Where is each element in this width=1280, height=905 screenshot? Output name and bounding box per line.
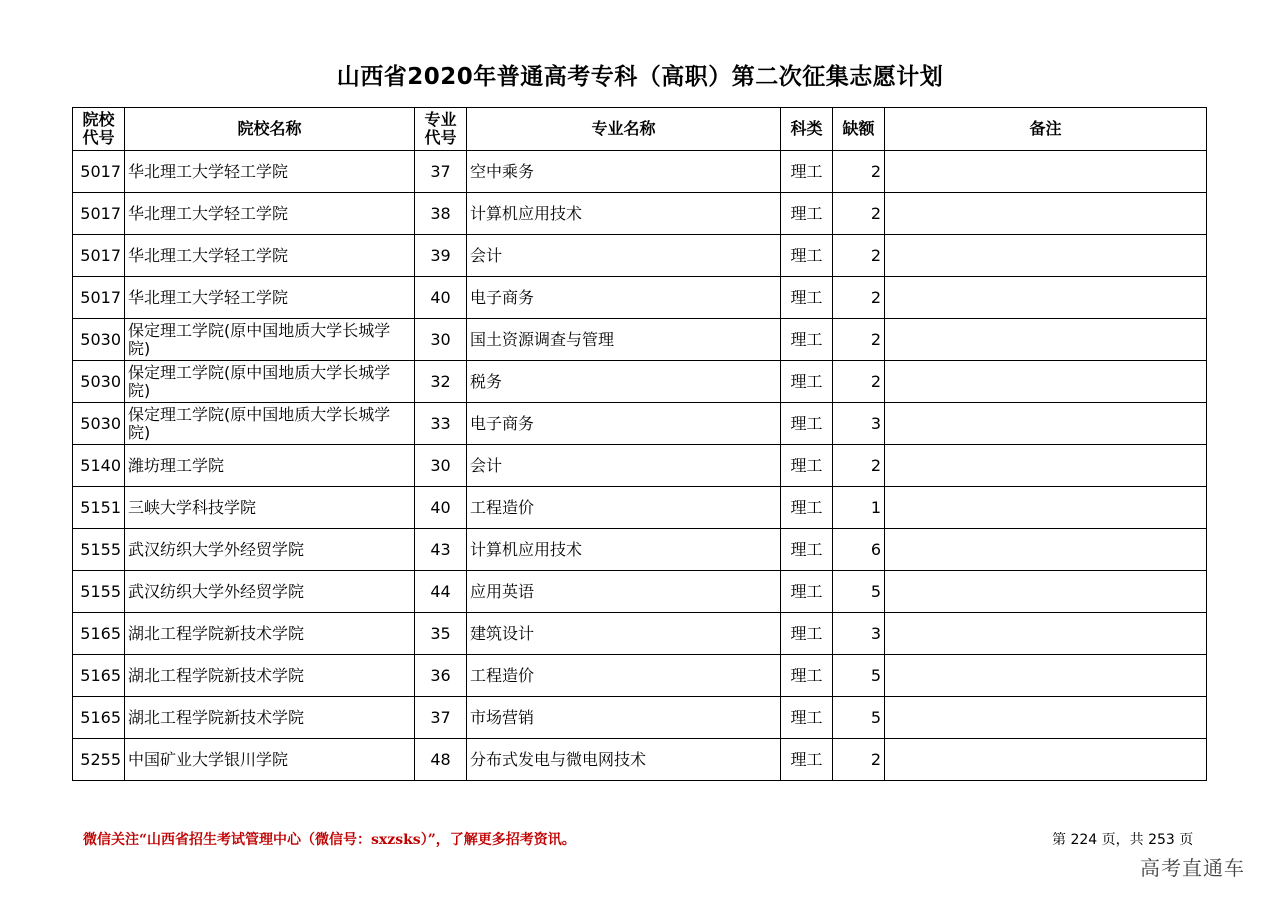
major-name-cell: 计算机应用技术 — [467, 193, 781, 235]
table-row — [73, 445, 1207, 487]
school-code-cell: 5017 — [73, 151, 125, 193]
school-name-cell: 湖北工程学院新技术学院 — [125, 697, 415, 739]
category-cell: 理工 — [781, 235, 833, 277]
note-cell — [885, 361, 1207, 403]
header-school-code: 院校代号 — [73, 108, 125, 151]
school-name-cell: 潍坊理工学院 — [125, 445, 415, 487]
school-name-cell: 华北理工大学轻工学院 — [125, 193, 415, 235]
note-cell — [885, 403, 1207, 445]
school-code-cell: 5017 — [73, 277, 125, 319]
table-row — [73, 235, 1207, 277]
major-code-cell: 38 — [415, 193, 467, 235]
quota-cell: 3 — [833, 613, 885, 655]
category-cell: 理工 — [781, 613, 833, 655]
category-cell: 理工 — [781, 277, 833, 319]
school-code-cell: 5155 — [73, 571, 125, 613]
school-code-cell: 5165 — [73, 697, 125, 739]
major-code-cell: 37 — [415, 151, 467, 193]
school-name-cell: 华北理工大学轻工学院 — [125, 151, 415, 193]
note-cell — [885, 151, 1207, 193]
major-name-cell: 分布式发电与微电网技术 — [467, 739, 781, 781]
category-cell: 理工 — [781, 571, 833, 613]
table-row — [73, 571, 1207, 613]
header-major-code: 专业代号 — [415, 108, 467, 151]
major-name-cell: 应用英语 — [467, 571, 781, 613]
major-code-cell: 33 — [415, 403, 467, 445]
table-row — [73, 697, 1207, 739]
quota-cell: 2 — [833, 319, 885, 361]
category-cell: 理工 — [781, 445, 833, 487]
major-name-cell: 工程造价 — [467, 487, 781, 529]
major-name-cell: 税务 — [467, 361, 781, 403]
table-row — [73, 613, 1207, 655]
school-name-cell: 华北理工大学轻工学院 — [125, 235, 415, 277]
school-name-cell: 武汉纺织大学外经贸学院 — [125, 529, 415, 571]
table-header-row — [73, 108, 1207, 151]
school-name-cell: 武汉纺织大学外经贸学院 — [125, 571, 415, 613]
major-code-cell: 37 — [415, 697, 467, 739]
note-cell — [885, 319, 1207, 361]
school-name-cell: 湖北工程学院新技术学院 — [125, 613, 415, 655]
school-name-cell: 湖北工程学院新技术学院 — [125, 655, 415, 697]
note-cell — [885, 445, 1207, 487]
table-row — [73, 319, 1207, 361]
school-name-cell: 中国矿业大学银川学院 — [125, 739, 415, 781]
quota-cell: 5 — [833, 655, 885, 697]
category-cell: 理工 — [781, 655, 833, 697]
major-code-cell: 44 — [415, 571, 467, 613]
table-row — [73, 277, 1207, 319]
school-code-cell: 5255 — [73, 739, 125, 781]
category-cell: 理工 — [781, 697, 833, 739]
table-row — [73, 529, 1207, 571]
note-cell — [885, 613, 1207, 655]
header-major-name: 专业名称 — [467, 108, 781, 151]
page-number: 第 224 页，共 253 页 — [1052, 832, 1194, 848]
major-name-cell: 计算机应用技术 — [467, 529, 781, 571]
quota-cell: 6 — [833, 529, 885, 571]
category-cell: 理工 — [781, 403, 833, 445]
note-cell — [885, 235, 1207, 277]
table-row — [73, 487, 1207, 529]
major-name-cell: 电子商务 — [467, 277, 781, 319]
header-quota: 缺额 — [833, 108, 885, 151]
page-title: 山西省2020年普通高考专科（高职）第二次征集志愿计划 — [336, 64, 944, 90]
note-cell — [885, 487, 1207, 529]
major-name-cell: 市场营销 — [467, 697, 781, 739]
school-name-cell: 保定理工学院(原中国地质大学长城学院) — [125, 403, 415, 445]
school-code-cell: 5017 — [73, 235, 125, 277]
school-code-cell: 5151 — [73, 487, 125, 529]
major-code-cell: 36 — [415, 655, 467, 697]
category-cell: 理工 — [781, 361, 833, 403]
quota-cell: 2 — [833, 445, 885, 487]
header-category: 科类 — [781, 108, 833, 151]
note-cell — [885, 697, 1207, 739]
quota-cell: 3 — [833, 403, 885, 445]
quota-cell: 5 — [833, 571, 885, 613]
category-cell: 理工 — [781, 529, 833, 571]
category-cell: 理工 — [781, 151, 833, 193]
school-code-cell: 5017 — [73, 193, 125, 235]
table-row — [73, 361, 1207, 403]
header-school-name: 院校名称 — [125, 108, 415, 151]
note-cell — [885, 739, 1207, 781]
category-cell: 理工 — [781, 739, 833, 781]
school-name-cell: 保定理工学院(原中国地质大学长城学院) — [125, 361, 415, 403]
note-cell — [885, 655, 1207, 697]
major-code-cell: 39 — [415, 235, 467, 277]
major-code-cell: 40 — [415, 487, 467, 529]
watermark: 高考直通车 — [1140, 856, 1245, 880]
category-cell: 理工 — [781, 193, 833, 235]
school-name-cell: 保定理工学院(原中国地质大学长城学院) — [125, 319, 415, 361]
major-name-cell: 空中乘务 — [467, 151, 781, 193]
major-code-cell: 30 — [415, 319, 467, 361]
note-cell — [885, 529, 1207, 571]
major-code-cell: 35 — [415, 613, 467, 655]
quota-cell: 1 — [833, 487, 885, 529]
school-name-cell: 三峡大学科技学院 — [125, 487, 415, 529]
quota-cell: 2 — [833, 739, 885, 781]
quota-cell: 2 — [833, 235, 885, 277]
note-cell — [885, 193, 1207, 235]
major-name-cell: 工程造价 — [467, 655, 781, 697]
school-code-cell: 5155 — [73, 529, 125, 571]
school-code-cell: 5140 — [73, 445, 125, 487]
category-cell: 理工 — [781, 319, 833, 361]
school-code-cell: 5165 — [73, 613, 125, 655]
table-row — [73, 403, 1207, 445]
category-cell: 理工 — [781, 487, 833, 529]
major-name-cell: 国土资源调查与管理 — [467, 319, 781, 361]
table-row — [73, 151, 1207, 193]
school-code-cell: 5030 — [73, 403, 125, 445]
note-cell — [885, 277, 1207, 319]
major-code-cell: 32 — [415, 361, 467, 403]
major-code-cell: 43 — [415, 529, 467, 571]
major-code-cell: 40 — [415, 277, 467, 319]
table-row — [73, 655, 1207, 697]
school-name-cell: 华北理工大学轻工学院 — [125, 277, 415, 319]
school-code-cell: 5030 — [73, 361, 125, 403]
table-row — [73, 193, 1207, 235]
major-code-cell: 48 — [415, 739, 467, 781]
quota-cell: 2 — [833, 151, 885, 193]
major-name-cell: 电子商务 — [467, 403, 781, 445]
major-code-cell: 30 — [415, 445, 467, 487]
quota-cell: 2 — [833, 361, 885, 403]
major-name-cell: 会计 — [467, 445, 781, 487]
note-cell — [885, 571, 1207, 613]
quota-cell: 2 — [833, 193, 885, 235]
major-name-cell: 会计 — [467, 235, 781, 277]
footer-wechat-note: 微信关注“山西省招生考试管理中心（微信号：sxzsks）”，了解更多招考资讯。 — [83, 832, 576, 848]
school-code-cell: 5030 — [73, 319, 125, 361]
header-note: 备注 — [885, 108, 1207, 151]
quota-cell: 5 — [833, 697, 885, 739]
plan-table — [72, 107, 1207, 781]
major-name-cell: 建筑设计 — [467, 613, 781, 655]
table-row — [73, 739, 1207, 781]
school-code-cell: 5165 — [73, 655, 125, 697]
quota-cell: 2 — [833, 277, 885, 319]
